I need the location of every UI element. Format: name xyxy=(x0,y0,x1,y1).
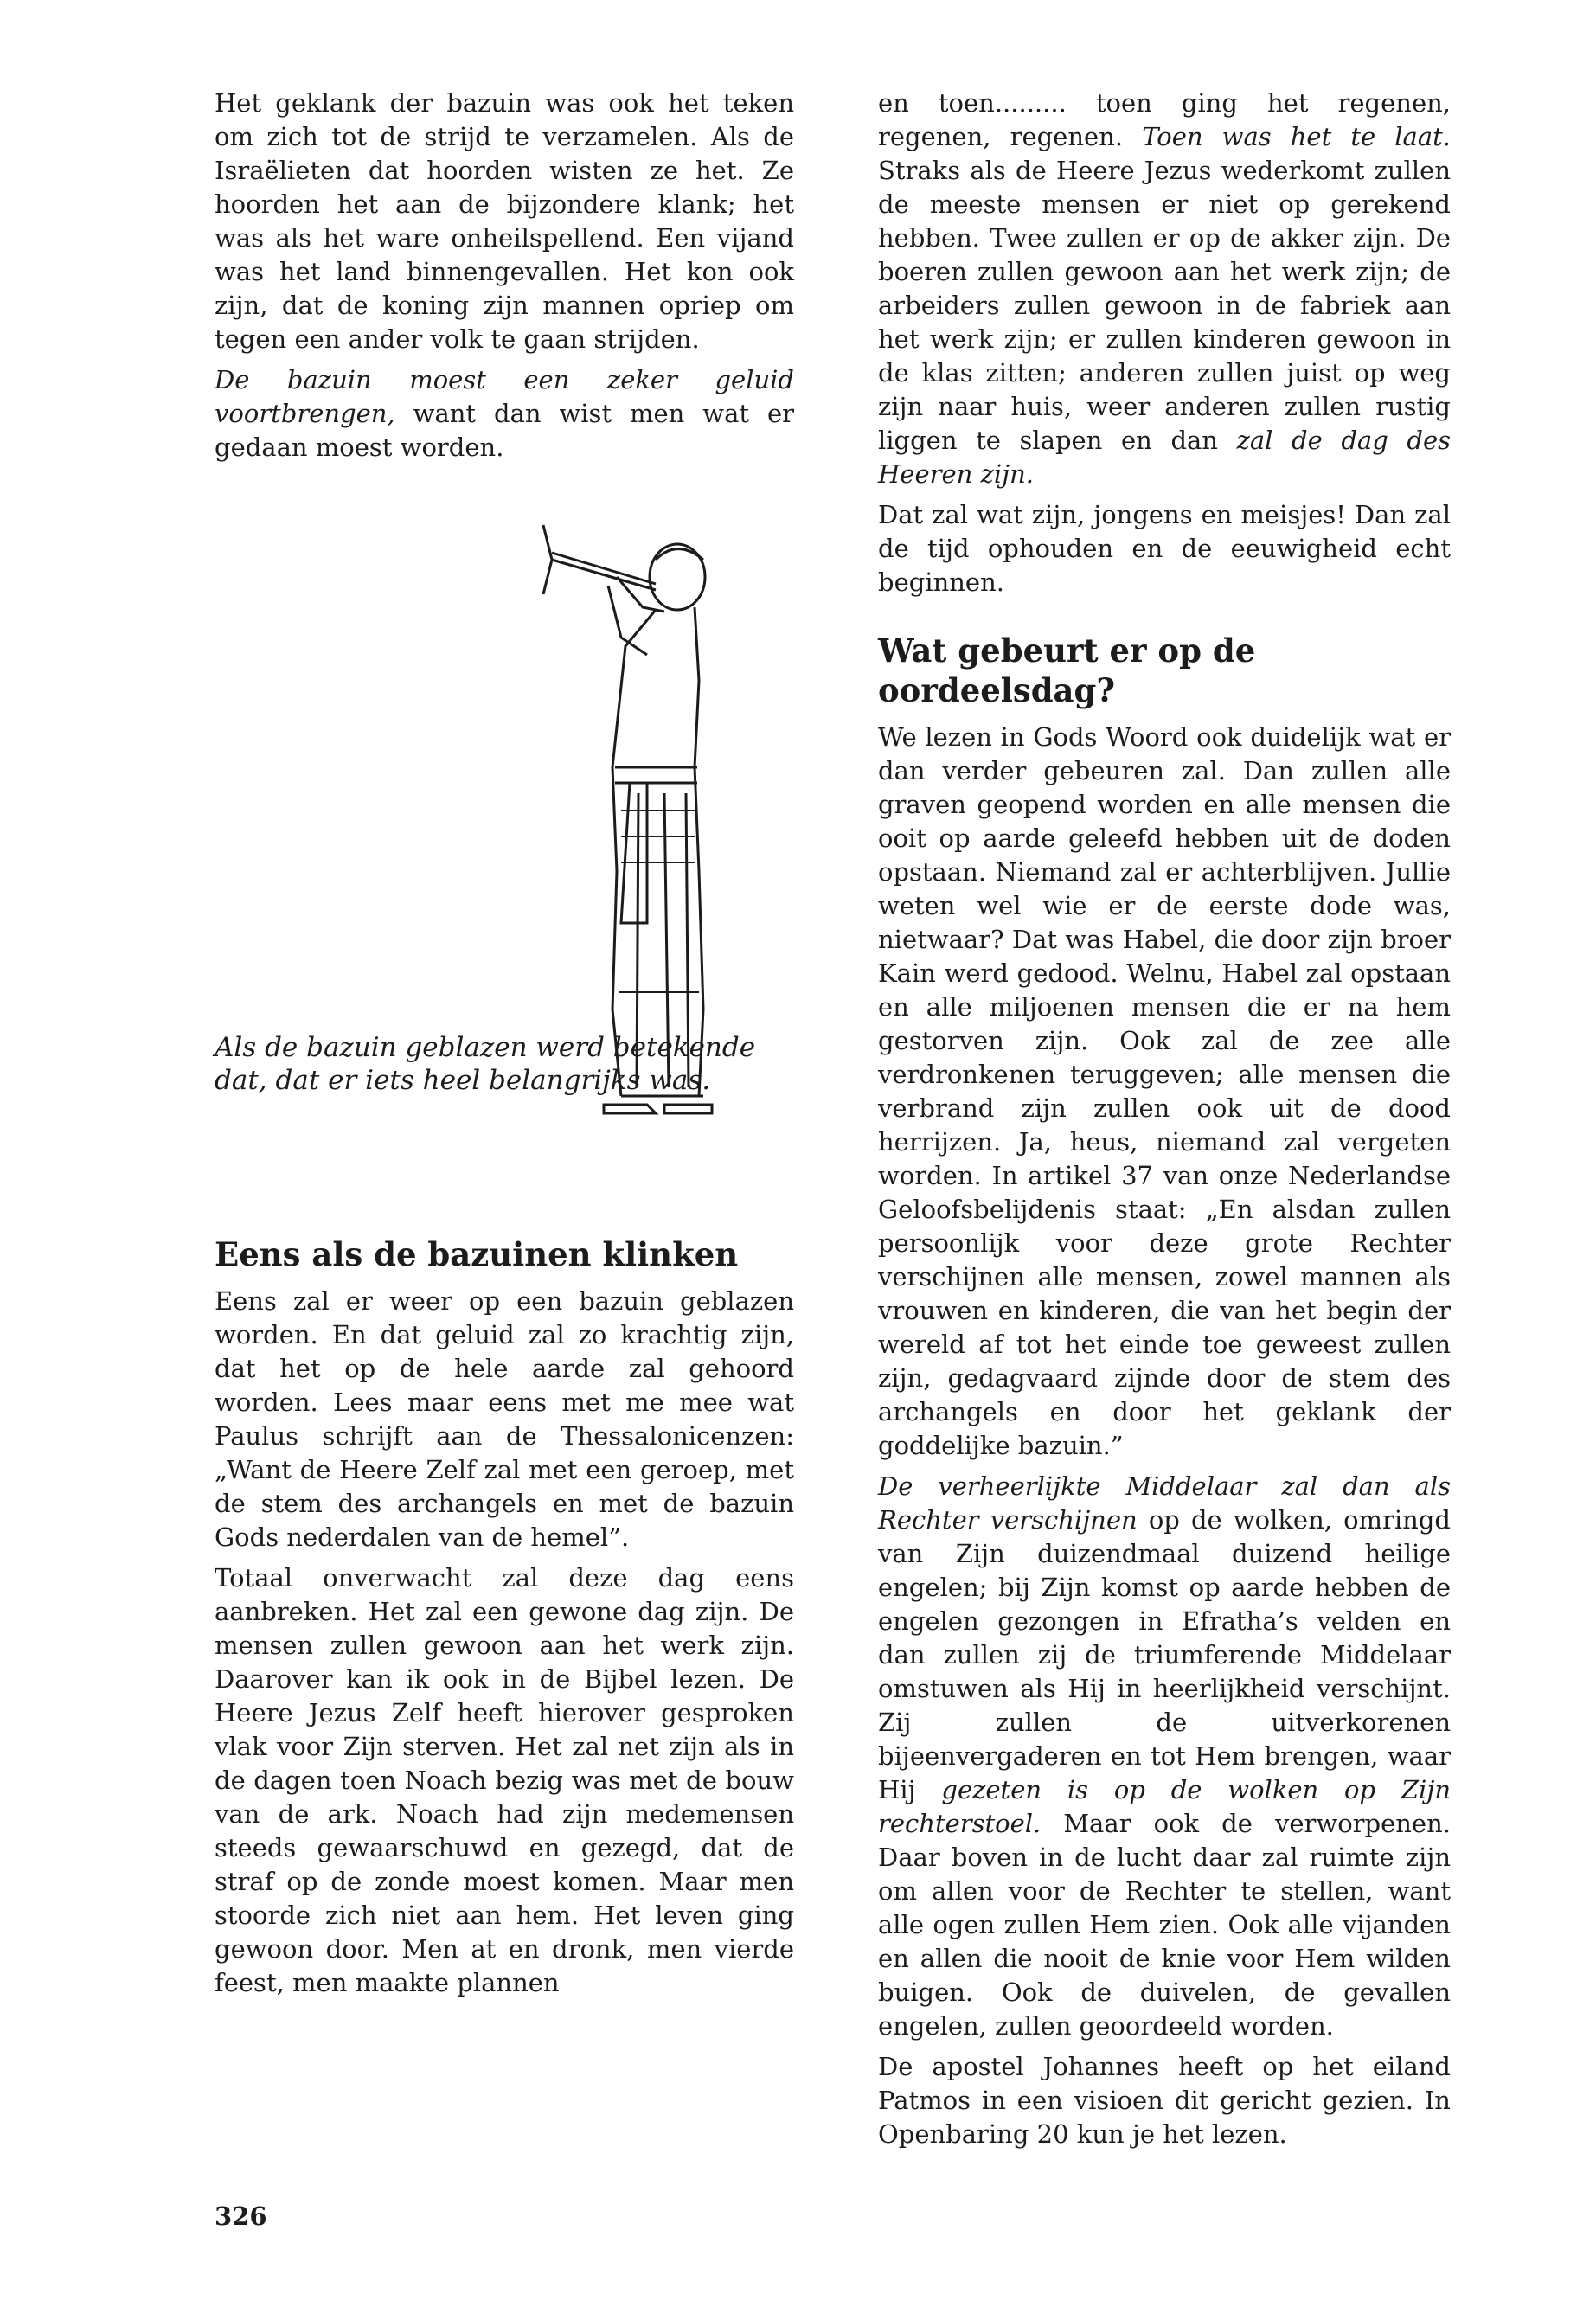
paragraph xyxy=(878,87,1451,491)
text: Maar ook de verworpenen. Daar boven in de lucht daar zal ruimte zijn om allen voor de Rechter te stellen, want alle ogen zullen Hem zien. Ook alle vijanden en allen die nooit de knie voor Hem wilden buigen. Ook de duivelen, de gevallen engelen, zullen geoordeeld worden. xyxy=(878,1809,1451,2041)
italic-text: De verheerlijkte Middelaar zal dan als Rechter verschijnen xyxy=(878,1471,1451,1535)
illustration xyxy=(215,508,794,1174)
paragraph: Dat zal wat zijn, jongens en meisjes! Dan zal de tijd ophouden en de eeuwigheid echt beginnen. xyxy=(878,500,1451,597)
paragraph: Het geklank der bazuin was ook het teken om zich tot de strijd te verzamelen. Als de Israëlieten dat hoorden wisten ze het. Ze hoorden het aan de bijzondere klank; het was als het ware onheilspellend. Een vijand was het land binnengevallen. Het kon ook zijn, dat de koning zijn mannen opriep om tegen een ander volk te gaan strijden. xyxy=(215,88,794,354)
left-column xyxy=(215,87,794,2007)
paragraph xyxy=(878,1470,1451,2043)
italic-text: De bazuin moest een zeker geluid voortbrengen, xyxy=(215,365,794,428)
paragraph: De apostel Johannes heeft op het eiland Patmos in een visioen dit gericht gezien. In Openbaring 20 kun je het lezen. xyxy=(878,2052,1451,2149)
italic-text: gezeten is op de wolken op Zijn rechterstoel. xyxy=(878,1775,1451,1838)
paragraph: We lezen in Gods Woord ook duidelijk wat er dan verder gebeuren zal. Dan zullen alle graven geopend worden en alle mensen die ooit op aarde geleefd hebben uit de doden opstaan. Niemand zal er achterblijven. Jullie weten wel wie er de eerste dode was, nietwaar? Dat was Habel, die door zijn broer Kain werd gedood. Welnu, Habel zal opstaan en alle miljoenen mensen die er na hem gestorven zijn. Ook zal de zee alle verdronkenen teruggeven; alle mensen die verbrand zijn zullen ook uit de dood herrijzen. Ja, heus, niemand zal vergeten worden. In artikel 37 van onze Nederlandse Geloofsbelijdenis staat: „En alsdan zullen persoonlijk voor deze grote Rechter verschijnen alle mensen, zowel mannen als vrouwen en kinderen, die van het begin der wereld af tot het einde toe geweest zullen zijn, gedagvaard zijnde door de stem des archangels en door het geklank der goddelijke bazuin.” xyxy=(878,722,1451,1460)
section-heading: Wat gebeurt er op de oordeelsdag? xyxy=(878,631,1256,709)
paragraph xyxy=(215,363,794,465)
paragraph: Totaal onverwacht zal deze dag eens aanbreken. Het zal een gewone dag zijn. De mensen zullen gewoon aan het werk zijn. Daarover kan ik ook in de Bijbel lezen. De Heere Jezus Zelf heeft hierover gesproken vlak voor Zijn sterven. Het zal net zijn als in de dagen toen Noach bezig was met de bouw van de ark. Noach had zijn medemensen steeds gewaarschuwd en gezegd, dat de straf op de zonde moest komen. Maar men stoorde zich niet aan hem. Het leven ging gewoon door. Men at en dronk, men vierde feest, men maakte plannen xyxy=(215,1563,794,1997)
right-column xyxy=(878,87,1451,2158)
italic-text: zal de dag des Heeren zijn. xyxy=(878,426,1451,489)
text: Straks als de Heere Jezus wederkomt zullen de meeste mensen er niet op gerekend hebben. Twee zullen er op de akker zijn. De boeren zullen gewoon aan het werk zijn; de arbeiders zullen gewoon in de fabriek aan het werk zijn; er zullen kinderen gewoon in de klas zitten; anderen zullen juist op weg zijn naar huis, weer anderen zullen rustig liggen te slapen en dan xyxy=(878,156,1451,455)
text: en toen......... toen ging het regenen, regenen, regenen. xyxy=(878,88,1451,151)
text: op de wolken, omringd van Zijn duizendmaal duizend heilige engelen; bij Zijn komst op aarde hebben de engelen gezongen in Efratha’s velden en dan zullen zij de triumferende Middelaar omstuwen als Hij in heerlijkheid verschijnt. Zij zullen de uitverkorenen bijeenvergaderen en tot Hem brengen, waar Hij xyxy=(878,1505,1451,1804)
page-number: 326 xyxy=(215,2202,267,2231)
section-heading: Eens als de bazuinen klinken xyxy=(215,1235,739,1273)
paragraph: Eens zal er weer op een bazuin geblazen worden. En dat geluid zal zo krachtig zijn, dat het op de hele aarde zal gehoord worden. Lees maar eens met me mee wat Paulus schrijft aan de Thessalonicenzen: „Want de Heere Zelf zal met een geroep, met de stem des archangels en met de bazuin Gods nederdalen van de hemel”. xyxy=(215,1286,794,1552)
text: want dan wist men wat er gedaan moest worden. xyxy=(215,399,794,462)
figure-caption: Als de bazuin geblazen werd betekende dat, dat er iets heel belangrijks was. xyxy=(215,1032,756,1096)
italic-text: Toen was het te laat. xyxy=(1142,122,1451,151)
